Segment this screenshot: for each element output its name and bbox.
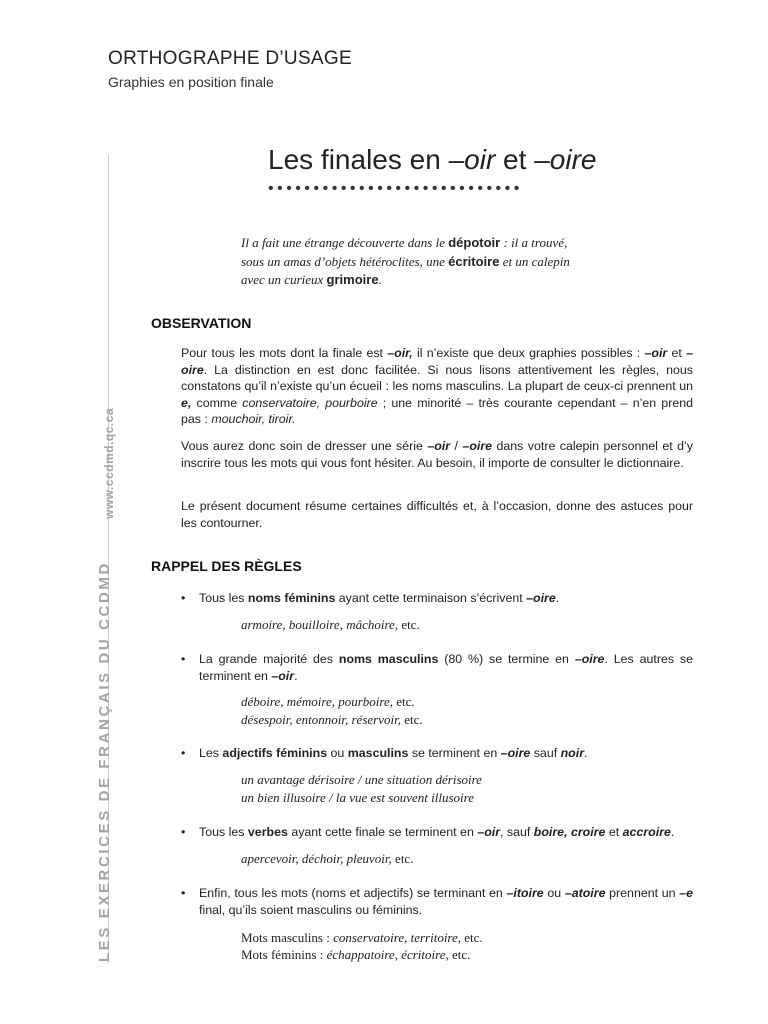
rule-3: Les adjectifs féminins ou masculins se terminent en –oire sauf noir. xyxy=(199,746,588,760)
website-url: www.ccdmd.qc.ca xyxy=(102,407,116,519)
rule-5-example-1: Mots masculins : conservatoire, territoire, etc. xyxy=(241,930,483,945)
series-label: LES EXERCICES DE FRANÇAIS DU CCDMD xyxy=(96,561,113,962)
rule-2-example-2: désespoir, entonnoir, réservoir, etc. xyxy=(241,712,423,727)
title-dotted-rule: •••••••••••••••••••••••••••• xyxy=(268,180,523,197)
bullet-icon: • xyxy=(181,746,186,760)
rule-3-example-1: un avantage dérisoire / une situation dérisoire xyxy=(241,772,482,787)
rule-4-example: apercevoir, déchoir, pleuvoir, etc. xyxy=(241,851,414,866)
bullet-icon: • xyxy=(181,652,186,666)
rule-5: Enfin, tous les mots (noms et adjectifs) se terminant en –itoire ou –atoire prennent un –e final, qu’ils soient masculins ou féminins. xyxy=(199,886,694,917)
rule-4: Tous les verbes ayant cette finale se terminent en –oir, sauf boire, croire et accroire. xyxy=(199,825,675,839)
page-title: Les finales en –oir et –oire xyxy=(268,144,597,175)
bullet-icon: • xyxy=(181,825,186,839)
epigraph: Il a fait une étrange découverte dans le dépotoir : il a trouvé, sous un amas d’objets hétéroclites, une écritoire et un calepin avec un curieux grimoire. xyxy=(241,235,570,287)
section-title: ORTHOGRAPHE D’USAGE xyxy=(108,48,352,69)
bullet-icon: • xyxy=(181,591,186,605)
rules-heading: RAPPEL DES RÈGLES xyxy=(151,558,302,574)
rule-5-example-2: Mots féminins : échappatoire, écritoire, etc. xyxy=(241,947,471,962)
bullet-icon: • xyxy=(181,886,186,900)
rule-2: La grande majorité des noms masculins (80 %) se termine en –oire. Les autres se terminent en –oir. xyxy=(199,652,693,683)
rule-1-example: armoire, bouilloire, mâchoire, etc. xyxy=(241,617,420,632)
observation-paragraph-3: Le présent document résume certaines difficultés et, à l’occasion, donne des astuces pour les contourner. xyxy=(181,499,693,530)
rule-1: Tous les noms féminins ayant cette terminaison s’écrivent –oire. xyxy=(199,591,560,605)
section-subtitle: Graphies en position finale xyxy=(108,74,274,90)
rule-3-example-2: un bien illusoire / la vue est souvent illusoire xyxy=(241,790,475,805)
observation-heading: OBSERVATION xyxy=(151,315,252,331)
rule-2-example-1: déboire, mémoire, pourboire, etc. xyxy=(241,694,415,709)
observation-paragraph-1: Pour tous les mots dont la finale est –oir, il n’existe que deux graphies possibles : –oir et –oire. La distinction en est donc facilitée. Si nous lisons attentivement les règles, nous constatons qu’il n’existe qu’un écueil : les noms masculins. La plupart de ceux-ci prennent un e, comme conservatoire, pourboire ; une minorité – très courante cependant – n’en prend pas : mouchoir, tiroir. xyxy=(181,346,694,426)
observation-paragraph-2: Vous aurez donc soin de dresser une série –oir / –oire dans votre calepin personnel et d’y inscrire tous les mots qui vous font hésiter. Au besoin, il importe de consulter le dictionnaire. xyxy=(181,439,693,470)
